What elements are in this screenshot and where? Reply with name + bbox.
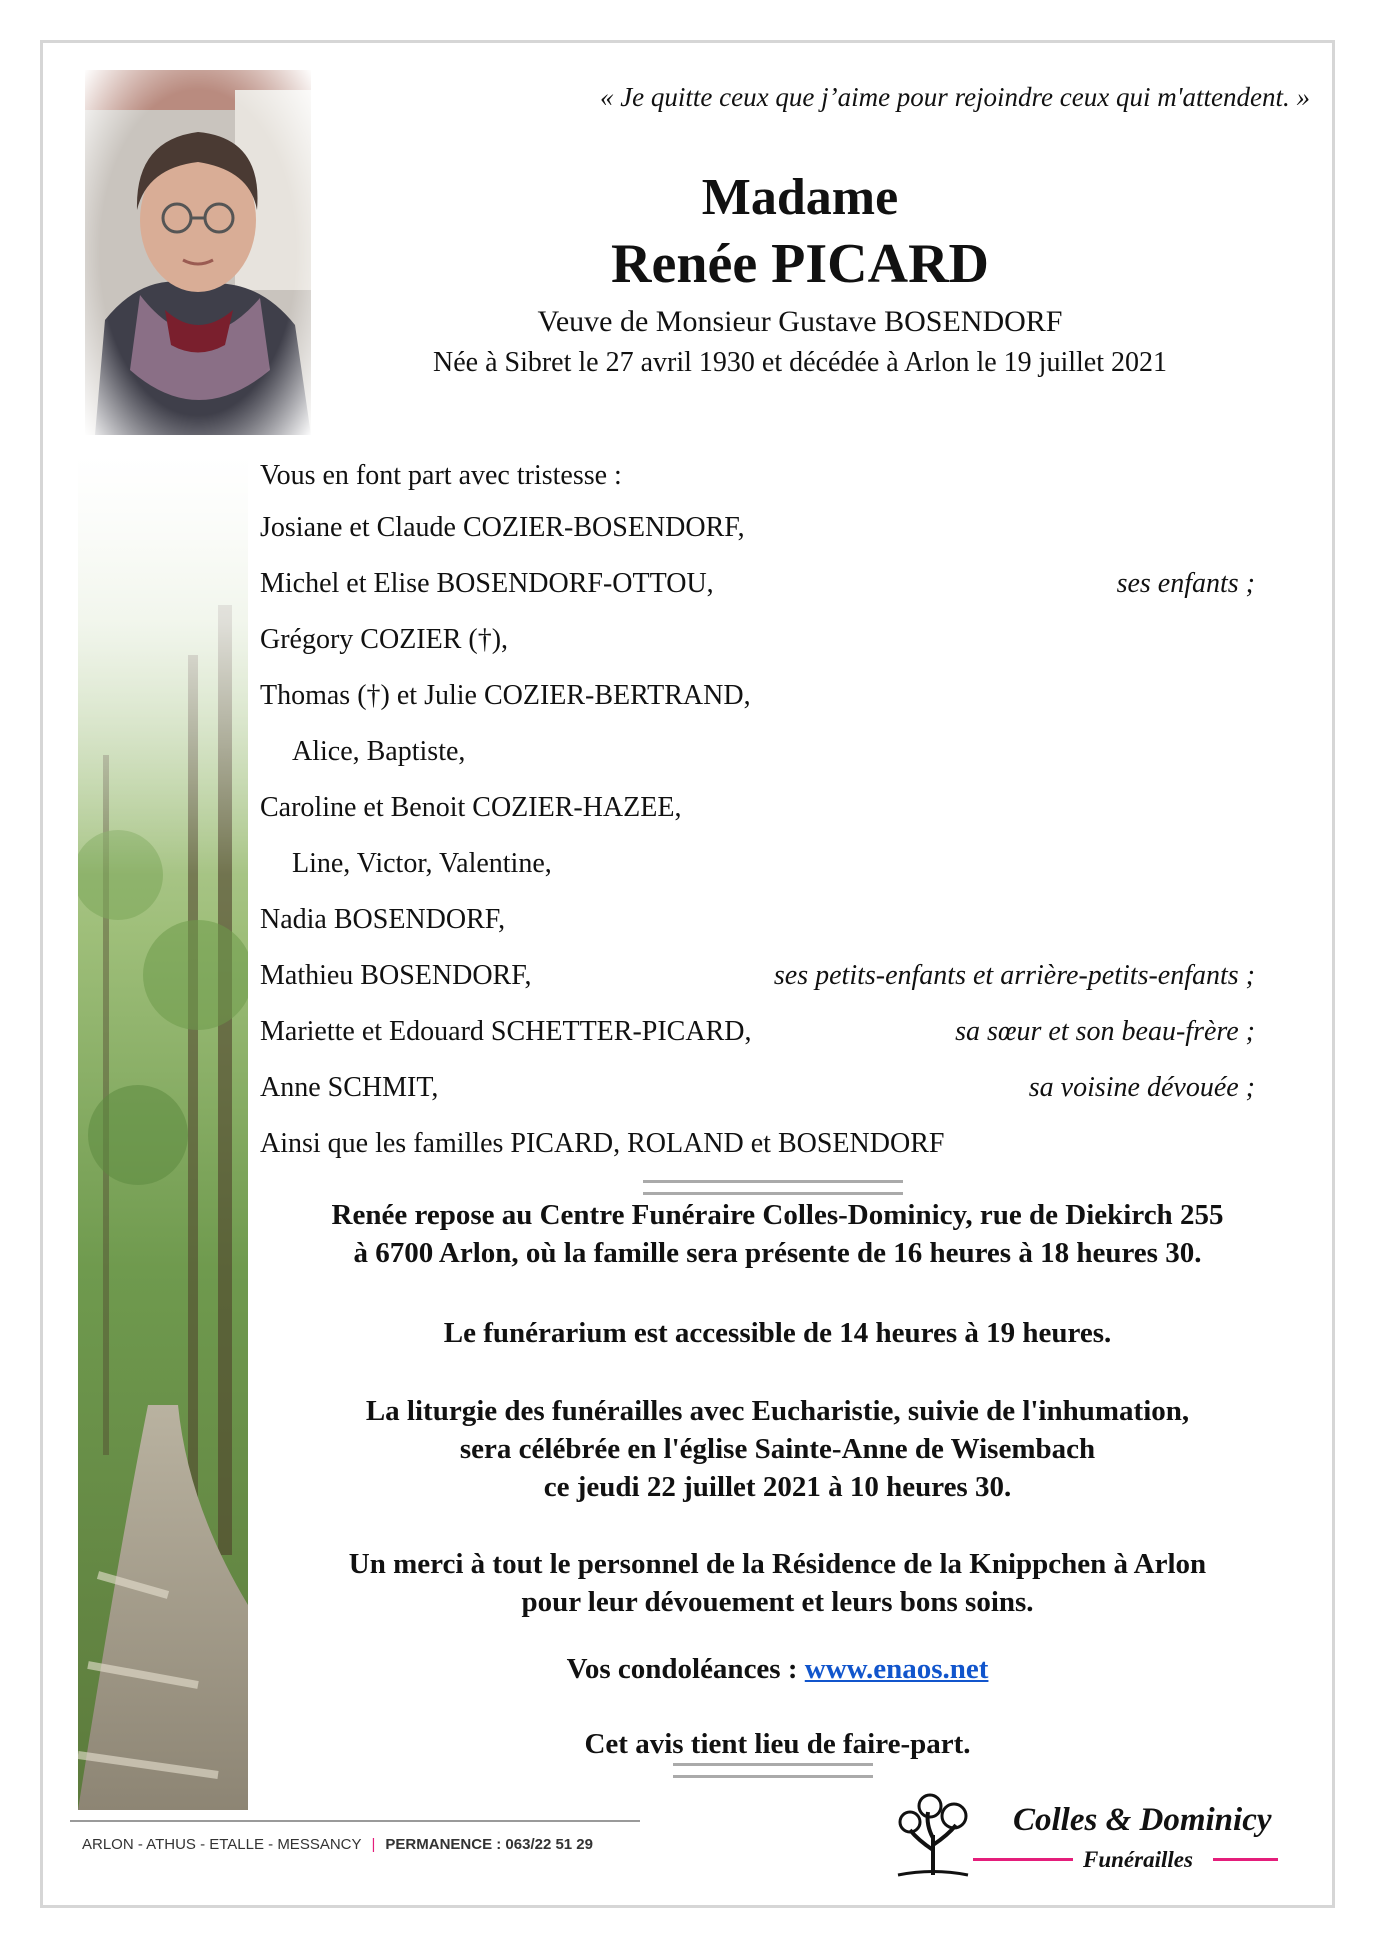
logo-accent-line: [973, 1858, 1073, 1861]
family-row: [260, 1072, 1255, 1128]
title-name: Renée PICARD: [611, 233, 989, 295]
family-list: [260, 512, 1255, 1184]
double-rule-divider: [673, 1763, 873, 1778]
repose-line: Renée repose au Centre Funéraire Colles-Dominicy, rue de Diekirch 255: [331, 1199, 1224, 1231]
logo-subtitle: Funérailles: [1083, 1847, 1193, 1872]
family-member: Michel et Elise BOSENDORF-OTTOU,: [260, 568, 714, 599]
family-row: [260, 680, 1255, 736]
widow-of-line: Veuve de Monsieur Gustave BOSENDORF: [537, 305, 1063, 338]
family-member: Alice, Baptiste,: [292, 736, 466, 767]
family-member: Mathieu BOSENDORF,: [260, 960, 532, 991]
epigraph-quote: « Je quitte ceux que j’aime pour rejoindre ceux qui m'attendent. »: [599, 82, 1310, 112]
logo-name: Colles & Dominicy: [1013, 1802, 1272, 1838]
logo-accent-line: [1213, 1858, 1278, 1861]
condolences-link[interactable]: www.enaos.net: [804, 1653, 989, 1685]
family-member: Line, Victor, Valentine,: [292, 848, 552, 879]
family-row: [260, 568, 1255, 624]
repose-line: à 6700 Arlon, où la famille sera présente de 16 heures à 18 heures 30.: [353, 1237, 1202, 1269]
birth-death-line: Née à Sibret le 27 avril 1930 et décédée à Arlon le 19 juillet 2021: [433, 347, 1167, 378]
thanks-line: Un merci à tout le personnel de la Résidence de la Knippchen à Arlon: [348, 1548, 1207, 1580]
family-row: [260, 624, 1255, 680]
footer-divider: [70, 1820, 640, 1822]
footer-contact: [82, 1836, 593, 1853]
family-member: Nadia BOSENDORF,: [260, 904, 506, 935]
family-relation: ses petits-enfants et arrière-petits-enfants ;: [773, 960, 1255, 991]
funeral-home-logo: [888, 1790, 1288, 1890]
family-member: Ainsi que les familles PICARD, ROLAND et BOSENDORF: [260, 1128, 945, 1159]
family-member: Josiane et Claude COZIER-BOSENDORF,: [260, 512, 745, 543]
intro-text: Vous en font part avec tristesse :: [260, 460, 622, 491]
footer-permanence: PERMANENCE : 063/22 51 29: [385, 1836, 593, 1853]
title-honorific: Madame: [701, 169, 899, 226]
portrait-photo: [85, 70, 311, 435]
family-relation: sa sœur et son beau-frère ;: [955, 1016, 1255, 1047]
forest-path-image: [78, 455, 248, 1810]
family-row: [260, 792, 1255, 848]
funerarium-line: Le funérarium est accessible de 14 heures à 19 heures.: [443, 1317, 1112, 1349]
tree-logo-icon: [888, 1790, 978, 1880]
footer-locations: ARLON - ATHUS - ETALLE - MESSANCY: [82, 1836, 362, 1853]
double-rule-divider: [643, 1180, 903, 1195]
family-member: Thomas (†) et Julie COZIER-BERTRAND,: [260, 680, 751, 711]
family-row: [260, 736, 1255, 792]
family-row: [260, 960, 1255, 1016]
repose-info: [255, 1196, 1300, 1272]
thanks-info: [255, 1545, 1300, 1621]
condolences-label: Vos condoléances :: [566, 1653, 805, 1685]
family-row: [260, 512, 1255, 568]
notice-line: Cet avis tient lieu de faire-part.: [584, 1728, 971, 1760]
condolences-info: [255, 1650, 1300, 1688]
family-row: [260, 1128, 1255, 1184]
thanks-line: pour leur dévouement et leurs bons soins.: [521, 1586, 1034, 1618]
funerarium-hours: [255, 1314, 1300, 1352]
family-member: Mariette et Edouard SCHETTER-PICARD,: [260, 1016, 752, 1047]
family-row: [260, 1016, 1255, 1072]
family-member: Anne SCHMIT,: [260, 1072, 439, 1103]
family-row: [260, 848, 1255, 904]
liturgy-info: [255, 1392, 1300, 1506]
family-member: Caroline et Benoit COZIER-HAZEE,: [260, 792, 682, 823]
liturgy-line: La liturgie des funérailles avec Eucharistie, suivie de l'inhumation,: [365, 1395, 1190, 1427]
family-member: Grégory COZIER (†),: [260, 624, 509, 655]
family-row: [260, 904, 1255, 960]
notice-info: [255, 1725, 1300, 1763]
liturgy-line: sera célébrée en l'église Sainte-Anne de Wisembach: [459, 1433, 1096, 1465]
liturgy-line: ce jeudi 22 juillet 2021 à 10 heures 30.: [543, 1471, 1012, 1503]
footer-separator: |: [371, 1836, 376, 1853]
family-relation: sa voisine dévouée ;: [1028, 1072, 1255, 1103]
family-relation: ses enfants ;: [1116, 568, 1255, 599]
